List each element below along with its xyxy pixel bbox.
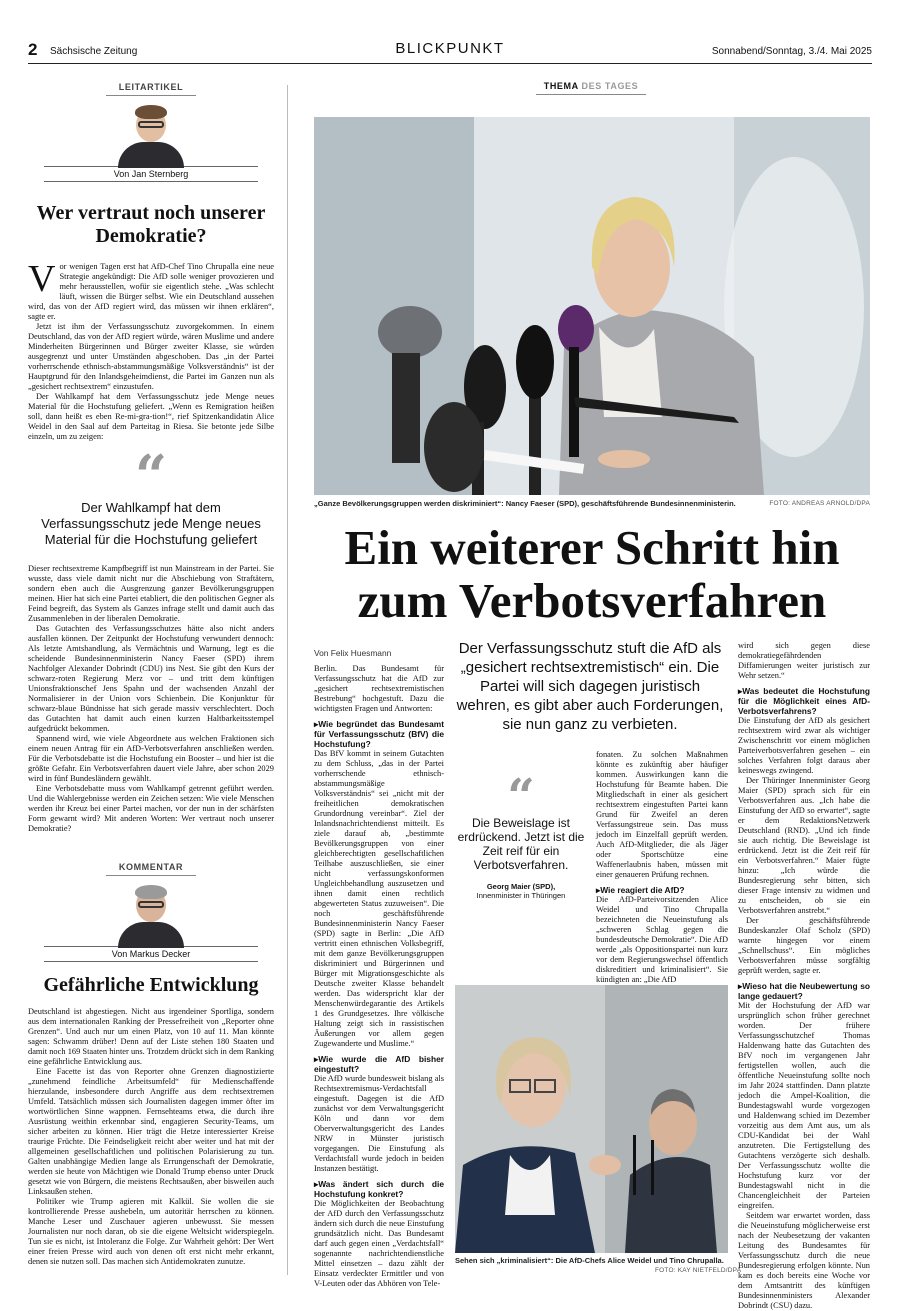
kommentar-body xyxy=(28,1007,274,1267)
page-header xyxy=(28,40,872,64)
kommentar-paragraph: Deutschland ist abgestiegen. Nicht aus irgendeiner Sportliga, sondern aus dem internationalen Ranking der Pressefreiheit von „Reporter ohne Grenzen“. Und auch nur um einen Platz, von 10 auf 11. Man könnte sagen: Schwamm drüber! Denn auf der Liste stehen 180 Staaten und damit noch 169 Staaten hinter uns. Trotzdem drückt sich in dem Ranking eine gefährliche Entwicklung aus. xyxy=(28,1007,274,1066)
article-subhead: ▸ Wieso hat die Neubewertung so lange gedauert? xyxy=(738,981,870,1001)
quote-text: Die Beweislage ist erdrückend. Jetzt ist die Zeit reif für ein Verbotsverfahren. xyxy=(457,816,585,872)
article-paragraph: Der geschäftsführende Bundeskanzler Olaf Scholz (SPD) warnte hingegen vor einem „Schnellschuss“. Ein mögliches Verbotsverfahren müsse sorgfältig geprüft werden, sagte er. xyxy=(738,916,870,975)
article-paragraph: Die AfD wurde bundesweit bislang als Rechtsextremismus-Verdachtsfall eingestuft. Dagegen ist die AfD zunächst vor dem Verwaltungsgericht Köln und dann vor dem Oberverwaltungsgericht des Landes NRW in Münster juristisch vorgegangen. Die Einstufung als Verdachtsfall wurde jedoch in beiden Instanzen bestätigt. xyxy=(314,1074,444,1173)
leitartikel-headline: Wer vertraut noch unserer Demokratie? xyxy=(36,202,266,247)
article-paragraph: Die AfD-Parteivorsitzenden Alice Weidel und Tino Chrupalla bezeichneten die Neueinstufung als „schweren Schlag gegen die bundesdeutsche Demokratie“. Die AfD werde „als Oppositionspartei nun kurz vor dem Regierungswechsel öffentlich diskreditiert und kriminalisiert“. Sie kündigten an: „Die AfD xyxy=(596,895,728,984)
article-column-1 xyxy=(314,648,444,1289)
author-portrait xyxy=(106,104,196,166)
quote-mark-icon: “ xyxy=(134,443,168,509)
press-conference-illustration xyxy=(314,117,870,495)
quote-mark-icon: “ xyxy=(507,769,535,825)
thema-kicker xyxy=(536,81,646,95)
faeser-press-photo xyxy=(314,117,870,495)
article-paragraph: Seitdem war erwartet worden, dass die Neueinstufung möglicherweise erst nach der Neubesetzung der vakanten Leitung des Bundesamtes für Verfassungsschutz durch die neue Bundesregierung erfolgen könnte. Nun kam es doch bereits eine Woche vor dem Amtsantritt des künftigen Bundesinnenministers Alexander Dobrindt (CSU) dazu. xyxy=(738,1211,870,1310)
quote-role: Innenminister in Thüringen xyxy=(476,891,566,900)
left-column xyxy=(28,72,274,1282)
photo1-credit: FOTO: ANDREAS ARNOLD/DPA xyxy=(769,500,870,507)
kommentar-paragraph: Eine Facette ist das von Reporter ohne Grenzen diagnostizierte „zunehmend feindliche Arbeitsumfeld“ für Medienschaffende hierzulande, insbesondere durch Angriffe aus dem rechtsextremen Umfeld. Tatsächlich müssen sich Journalisten dagegen immer öfter im wortwörtlichen Sinne wappnen. Fernsehteams etwa, die durch ihre Ausrüstung weithin erkennbar sind, engagieren Security-Teams, um sicher arbeiten zu können. Hier trägt die Hetze interessierter Kreise traurige Früchte. Die Feindseligkeit reicht aber weiter und hat mit der allgemeinen gesellschaftlichen und politischen Polarisierung zu tun. Galten unabhängige Medien lange als Errungenschaft der Demokratie, werden sie heute von Mächtigen wie Donald Trump ebenso unter Druck gesetzt wie von Bürgern, die meistens Rechtsaußen, aber bisweilen auch Linksaußen stehen. xyxy=(28,1067,274,1196)
article-lead: Der Verfassungsschutz stuft die AfD als „gesichert rechtsextremistisch“ ein. Die Partei will sich dagegen juristisch wehren, es gibt aber auch Forderungen, sie nun ganz zu verbieten. xyxy=(456,640,724,733)
column-divider xyxy=(287,85,288,1275)
article-paragraph: Die Einstufung der AfD als gesichert rechtsextrem wird zwar als wichtiger Zwischenschritt vor einem möglichen Parteiverbotsverfahren gesehen – ein solches Verfahren folgt daraus aber keineswegs zwingend. xyxy=(738,716,870,775)
article-column-2 xyxy=(596,750,728,985)
article-column-3 xyxy=(738,641,870,1311)
article-paragraph: fonaten. Zu solchen Maßnahmen könnte es zukünftig aber häufiger kommen. Auswirkungen kann die Hochstufung für Beamte haben. Die Mitgliedschaft in einer als gesichert rechtsextrem eingestuften Partei kann Grund für Zweifel an deren Verfassungstreue sein. Das muss jedoch im Einzelfall geprüft werden. Auch AfD-Mitglieder, die als Jäger oder Sportschütze eine Waffenerlaubnis haben, müssen mit einer genaueren Prüfung rechnen. xyxy=(596,750,728,879)
leitartikel-paragraph: Eine Verbotsdebatte muss vom Wahlkampf getrennt geführt werden. Und die Wahlergebnisse werden ein Zeichen setzen: Wie viele Menschen werden ihr Kreuz bei einer Partei machen, vor der nun in der schärfsten Form gewarnt wird? Mit anderen Worten: Wer vertraut noch unserer Demokratie? xyxy=(28,784,274,833)
issue-date: Sonnabend/Sonntag, 3./4. Mai 2025 xyxy=(711,46,872,57)
leitartikel-body-continued xyxy=(28,564,274,834)
article-subhead: ▸ Wie begründet das Bundesamt für Verfassungsschutz (BfV) die Hochstufung? xyxy=(314,719,444,749)
leitartikel-paragraph: Jetzt ist ihm der Verfassungsschutz zuvorgekommen. In einem Deutschland, das von der AfD regiert würde, wären Muslime und andere Minderheiten Bürgerinnen und Bürger zweiter Klasse, sie würden ausgegrenzt und unter Umständen abgeschoben. Das „in der Partei vorherrschende ethnisch-abstammungsmäßige Volksverständnis“ ist der Hauptgrund für den Inlandsgeheimdienst, die Partei im Ganzen nun als „gesichert rechtsextrem“ einzustufen. xyxy=(28,322,274,391)
leitartikel-paragraph: Vor wenigen Tagen erst hat AfD-Chef Tino Chrupalla eine neue Strategie angekündigt: Die AfD solle weniger provozieren und mehr herausstellen, wofür sie eigentlich stehe. „Was schlecht läuft, wissen die Bürger selbst. Wie ein Deutschland aussehen wird, das von der AfD regiert wird, das müssen wir ihnen erklären“, sagte er. xyxy=(28,258,274,321)
article-subhead: ▸ Wie reagiert die AfD? xyxy=(596,885,728,895)
kommentar-headline: Gefährliche Entwicklung xyxy=(43,974,259,996)
leitartikel-body xyxy=(28,258,274,442)
article-subhead: ▸ Was bedeutet die Hochstufung für die Möglichkeit eines AfD-Verbotsverfahrens? xyxy=(738,686,870,716)
article-paragraph: Das BfV kommt in seinem Gutachten zu dem Schluss, „das in der Partei vorherrschende ethnisch-abstammungsmäßige Volksverständnis“ sei „nicht mit der freiheitlichen demokratischen Grundordnung vereinbar“. Ziel der Inlandsnachrichtendienst mitteilt. Es ziele darauf ab, „bestimmte Bevölkerungsgruppen von einer gleichberechtigten gesellschaftlichen Teilhabe auszuschließen, sie einer nicht verfassungskonformen Ungleichbehandlung auszusetzen und ihnen damit einen rechtlich abgewerteten Status zuzuweisen“. Die noch geschäftsführende Bundesinnenministerin Nancy Faeser (SPD) sagte in Berlin: „Die AfD vertritt einen ethnischen Volksbegriff, mit dem ganze Bevölkerungsgruppen diskriminiert und Bürgerinnen und Bürger mit Migrationsgeschichte als Deutsche zweiter Klasse behandelt werden. Das widerspricht klar der Menschenwürdegarantie des Artikels 1 des Grundgesetzes. Ihre völkische Haltung zeigt sich in rassistischen Äußerungen vor allem gegen Zugewanderte und Muslime.“ xyxy=(314,749,444,1048)
maier-quote xyxy=(452,769,590,900)
leitartikel-paragraph: Dieser rechtsextreme Kampfbegriff ist nun Mainstream in der Partei. Sie wusste, dass viele damit nicht nur die Abschiebung von Straftätern, sondern eben auch die Ausgrenzung ganzer Bevölkerungsgruppen meinen. Hier hat sich eine Partei etabliert, die den politischen Gegner als Feind begreift, das System als Ganzes infrage stellt und damit auch das Zusammenleben in der liberalen Demokratie. xyxy=(28,564,274,623)
main-headline: Ein weiterer Schritt hin zum Verbotsverfahren xyxy=(344,520,840,628)
leitartikel-paragraph: Spannend wird, wie viele Abgeordnete aus welchen Fraktionen sich einem neuen Antrag für ein AfD-Verbotsverfahren anschließen werden. Für die Verbotsdebatte ist die Hochstufung ein Booster – und hier ist die größte Gefahr. Ein Verbotsverfahren dauert viele Jahre, aber schon 2029 wird in fünf Bundesländern gewählt. xyxy=(28,734,274,783)
article-subhead: ▸ Was ändert sich durch die Hochstufung konkret? xyxy=(314,1179,444,1199)
article-paragraph: Die Möglichkeiten der Beobachtung der AfD durch den Verfassungsschutz ändern sich durch die neue Einstufung grundsätzlich nicht. Das Bundesamt darf auch gegen einen „Verdachtsfall“ sogenannte nachrichtendienstliche Mittel einsetzen – dazu zählt der Einsatz verdeckter Ermittler und von V-Leuten oder das Abhören von Tele- xyxy=(314,1199,444,1288)
quote-author: Georg Maier (SPD), xyxy=(486,882,556,891)
article-subhead: ▸ Wie wurde die AfD bisher eingestuft? xyxy=(314,1054,444,1074)
kommentar-byline: Von Markus Decker xyxy=(44,946,258,962)
newspaper-name: Sächsische Zeitung xyxy=(50,46,138,57)
afd-leaders-photo xyxy=(455,985,728,1253)
section-title: BLICKPUNKT xyxy=(395,40,505,57)
author-portrait xyxy=(106,884,196,946)
article-paragraph: Mit der Hochstufung der AfD war ursprünglich schon früher gerechnet worden. Der frühere Verfassungsschutzchef Thomas Haldenwang hatte das Gutachten des BfV noch im vergangenen Jahr fertigstellen wollen, auch die öffentliche Neueinstufung sollte noch im Jahr 2024 stattfinden. Dann platzte jedoch die Ampel-Koalition, die Bundestagswahl wurde vorgezogen und Haldenwang schied im Dezember vorzeitig aus dem Amt aus, um als CDU-Kandidat bei der Wahl anzutreten. Die Fertigstellung des Gutachtens verzögerte sich deshalb. Der Verfassungsschutz wollte die Hochstufung kurz vor der Bundestagswahl nicht in die Chancengleichheit der Parteien eingreifen. xyxy=(738,1001,870,1210)
article-paragraph: Berlin. Das Bundesamt für Verfassungsschutz hat die AfD zur „gesichert rechtsextremistischen Bestrebung“ hochgestuft. Dazu die wichtigsten Fragen und Antworten: xyxy=(314,664,444,713)
kommentar-kicker: KOMMENTAR xyxy=(106,852,196,876)
thema-kicker-a: THEMA xyxy=(543,81,579,91)
photo2-caption: Sehen sich „kriminalisiert“: Die AfD-Chefs Alice Weidel und Tino Chrupalla. xyxy=(455,1256,724,1265)
kommentar-paragraph: Politiker wie Trump agieren mit Kalkül. Sie wollen die sie kontrollierende Presse aushebeln, um autoritär herrschen zu können. Manche Leser und Zuschauer agieren unbewusst. Sie messen Journalisten nur noch daran, ob sie die eigene Weltsicht widerspiegeln. Tun sie es nicht, ist Intoleranz die Folge. Zur Wahrheit gehört: Der Wert einer freien Presse wird auch von denen oft erst nicht mehr erkannt, denen sie nutzen soll. Das machen sich Antidemokraten zunutze. xyxy=(28,1197,274,1266)
leitartikel-pullquote: Der Wahlkampf hat dem Verfassungsschutz jede Menge neues Material für die Hochstufung geliefert xyxy=(41,500,261,547)
drop-cap: V xyxy=(28,258,56,300)
photo1-caption: „Ganze Bevölkerungsgruppen werden diskriminiert“: Nancy Faeser (SPD), geschäftsführende Bundesinnenministerin. xyxy=(314,499,736,508)
leitartikel-kicker: LEITARTIKEL xyxy=(106,72,196,96)
article-byline: Von Felix Huesmann xyxy=(314,648,392,658)
page-number: 2 xyxy=(28,40,38,59)
afd-leaders-illustration xyxy=(455,985,728,1253)
leitartikel-byline: Von Jan Sternberg xyxy=(44,166,258,182)
leitartikel-paragraph: Der Wahlkampf hat dem Verfassungsschutz jede Menge neues Material für die Hochstufung geliefert. „Wenn es Remigration heißen soll, dann heißt es eben Re-mi-gra-tion!“, rief Spitzenkandidatin Alice Weidel in den Saal auf dem Parteitag in Riesa. Sie betonte jede Silbe einzeln, um zu zeigen: xyxy=(28,392,274,441)
leitartikel-paragraph: Das Gutachten des Verfassungsschutzes hätte also nicht anders ausfallen können. Der Zeitpunkt der Hochstufung verwundert dennoch: Als letzte Amtshandlung, als Vermächtnis und Warnung, legt es die scheidende Bundesinnenministerin Nancy Faeser (SPD) ihrem Nachfolger Alexander Dobrindt (CDU) ins Nest. Sie gibt den Kurs der schwarz-roten Regierung Merz vor – und tritt dem künftigen Unionsfraktionschef Jens Spahn und der wachsenden Anzahl der Normalisierer in der Union vors Schienbein. Die Konjunktur für schwarz-blaue Bündnisse hat sich gerade massiv verschlechtert. Doch das Gutachten hat damit auch einen kurzen Haltbarkeitsstempel aufgedrückt bekommen. xyxy=(28,624,274,733)
article-paragraph: wird sich gegen diese demokratiegefährdenden Diffamierungen weiter juristisch zur Wehr setzen.“ xyxy=(738,641,870,680)
thema-kicker-b: DES TAGES xyxy=(581,81,639,91)
article-paragraph: Der Thüringer Innenminister Georg Maier (SPD) sprach sich für ein Verbotsverfahren aus. „Ich habe die Einstufung der AfD so erwartet“, sagte er dem RedaktionsNetzwerk Deutschland (RND). „Und ich finde sie auch richtig. Die Beweislage ist erdrückend. Jetzt ist die Zeit reif für ein Verbotsverfahren.“ Maier fügte hinzu: „Ich würde die Bundesregierung sehr bitten, sich dieser Frage intensiv zu widmen und zu entscheiden, ob sie ein Verbotsverfahren anstrebt.“ xyxy=(738,776,870,915)
photo2-credit: FOTO: KAY NIETFELD/DPA xyxy=(655,1267,742,1274)
